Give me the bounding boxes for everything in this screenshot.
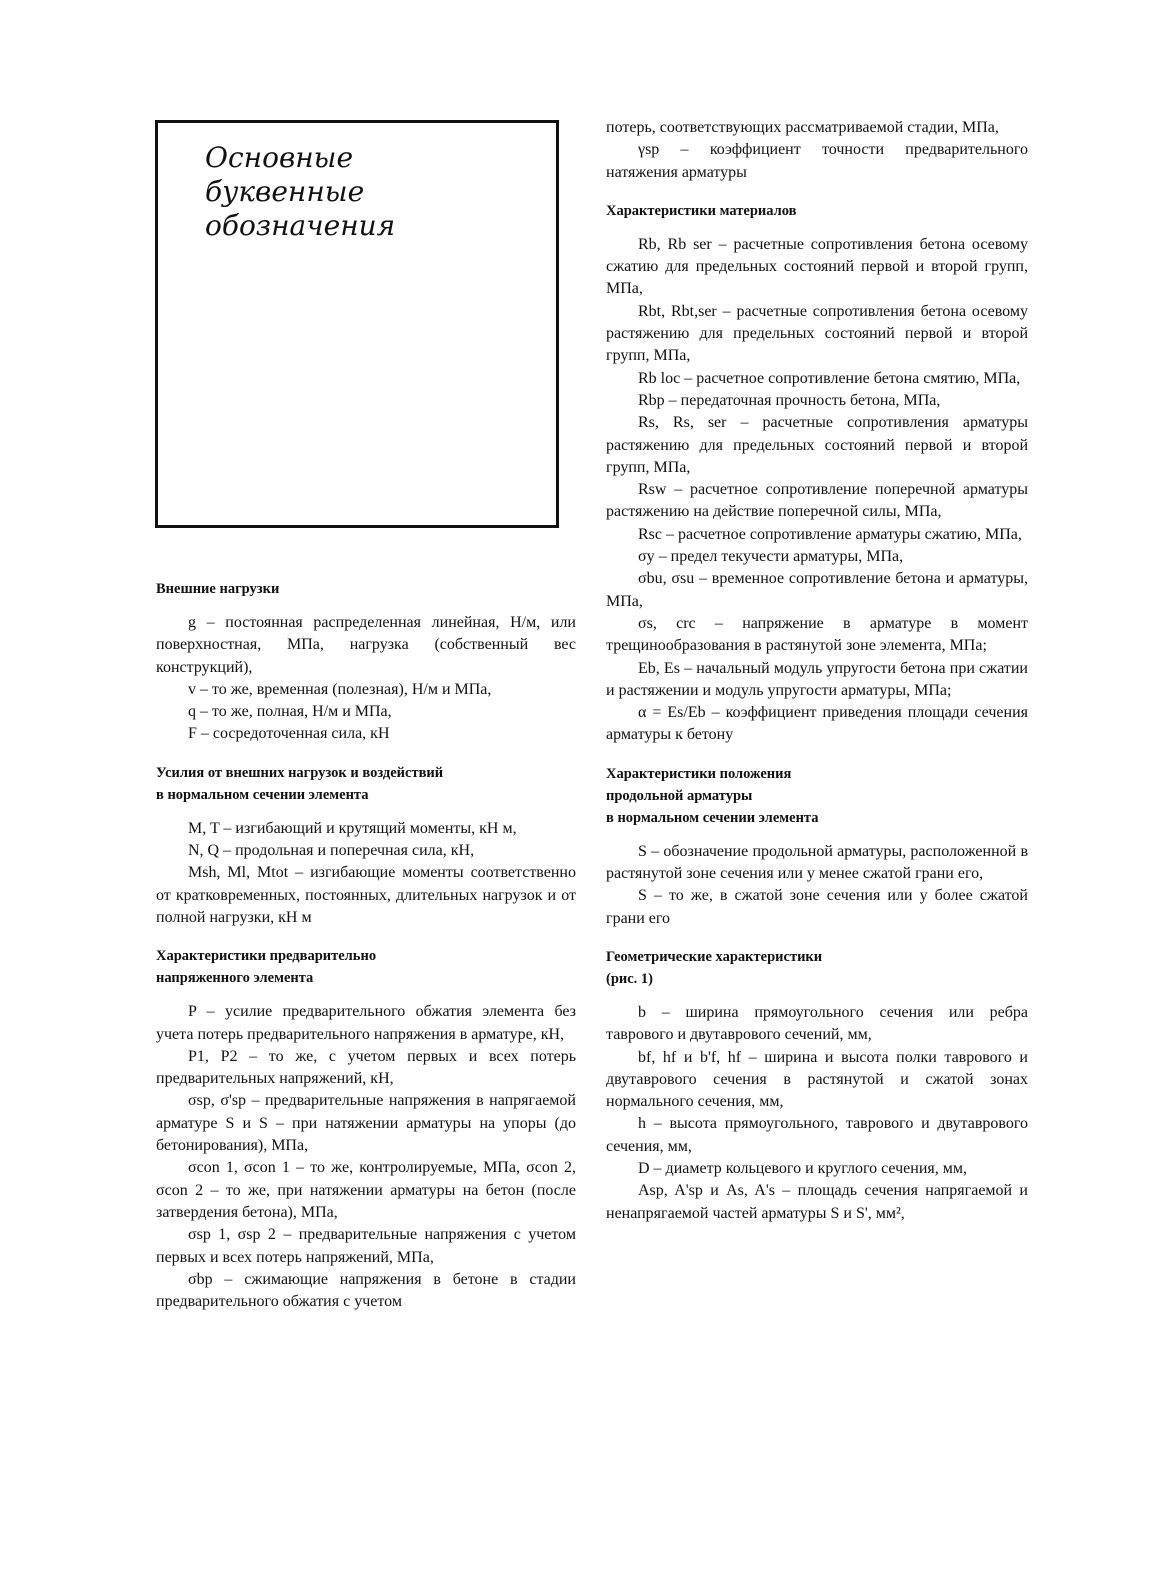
definition-item: σbp – сжимающие напряжения в бетоне в стадии предварительного обжатия с учетом <box>156 1270 576 1311</box>
definition-item: γsp – коэффициент точности предварительного натяжения арматуры <box>606 141 1028 181</box>
section-heading <box>156 762 576 806</box>
heading-line: Характеристики положения <box>606 765 792 782</box>
section-gap <box>156 929 576 945</box>
definition-item: P – усилие предварительного обжатия элемента без учета потерь предварительного напряжения в арматуре, кН, <box>156 1003 576 1043</box>
section-heading <box>156 578 576 600</box>
right-column <box>606 117 1028 1225</box>
section <box>156 746 576 929</box>
section-heading <box>606 763 1028 829</box>
definition-item: M, T – изгибающий и крутящий моменты, кН м, <box>188 819 517 837</box>
section <box>606 747 1028 930</box>
heading-line: в нормальном сечении элемента <box>606 809 819 826</box>
section <box>156 578 576 746</box>
definition-item: Asp, A'sp и As, A's – площадь сечения напрягаемой и ненапрягаемой частей арматуры S и S', мм², <box>606 1182 1028 1222</box>
definition-item: S – то же, в сжатой зоне сечения или у более сжатой грани его <box>606 887 1028 927</box>
heading-line: продольной арматуры <box>606 787 753 804</box>
heading-line: Геометрические характеристики <box>606 948 823 965</box>
section <box>606 117 1028 184</box>
definition-item: bf, hf и b'f, hf – ширина и высота полки таврового и двутаврового сечения в растянутой и сжатой зонах нормального сечения, мм, <box>606 1048 1028 1111</box>
heading-line: Характеристики предварительно <box>156 948 377 965</box>
definition-item: σbu, σsu – временное сопротивление бетона и арматуры, МПа, <box>606 570 1028 610</box>
heading-line: Усилия от внешних нагрузок и воздействий <box>156 764 444 781</box>
page-title <box>205 141 395 243</box>
section <box>606 184 1028 747</box>
section-heading <box>606 200 1028 222</box>
definition-item: Msh, Ml, Mtot – изгибающие моменты соответственно от кратковременных, постоянных, длительных нагрузок и от полной нагрузки, кН м <box>156 864 576 926</box>
definition-item: σy – предел текучести арматуры, МПа, <box>638 548 904 566</box>
definition-item: Rb, Rb ser – расчетные сопротивления бетона осевому сжатию для предельных состояний первой и второй групп, МПа, <box>606 235 1028 298</box>
title-line: обозначения <box>205 209 396 242</box>
definition-item: Rbt, Rbt,ser – расчетные сопротивления бетона осевому растяжению для предельных состояний первой и второй групп, МПа, <box>606 302 1028 365</box>
definition-item: Rsc – расчетное сопротивление арматуры сжатию, МПа, <box>638 525 1022 543</box>
section-heading <box>156 945 576 989</box>
definition-item: σs, crc – напряжение в арматуре в момент трещинообразования в растянутой зоне элемента, МПа; <box>606 614 1028 655</box>
section <box>156 929 576 1313</box>
definition-item: Rs, Rs, ser – расчетные сопротивления арматуры растяжению для предельных состояний первой и второй групп, МПа, <box>606 414 1028 476</box>
heading-line: Характеристики материалов <box>606 202 797 219</box>
definition-item: F – сосредоточенная сила, кН <box>188 725 390 743</box>
section-gap <box>606 747 1028 763</box>
title-frame <box>155 120 559 528</box>
heading-line: (рис. 1) <box>606 970 654 987</box>
definition-item: α = Es/Eb – коэффициент приведения площади сечения арматуры к бетону <box>606 704 1028 744</box>
definition-item: σcon 1, σcon 1 – то же, контролируемые, МПа, σcon 2, σcon 2 – то же, при натяжении арматуры на бетон (после затвердения бетона), МПа, <box>156 1159 576 1221</box>
left-column <box>156 578 576 1313</box>
section <box>606 930 1028 1225</box>
definition-item: σsp 1, σsp 2 – предварительные напряжения с учетом первых и всех потерь напряжений, МПа, <box>156 1226 576 1266</box>
definition-item: h – высота прямоугольного, таврового и двутаврового сечения, мм, <box>606 1115 1028 1155</box>
definition-item: N, Q – продольная и поперечная сила, кН, <box>188 842 475 860</box>
title-line: буквенные <box>205 175 365 208</box>
section-gap <box>156 746 576 762</box>
definition-item: P1, P2 – то же, с учетом первых и всех потерь предварительных напряжений, кН, <box>156 1047 576 1088</box>
definition-item: Eb, Es – начальный модуль упругости бетона при сжатии и растяжении и модуль упругости арматуры, МПа; <box>606 659 1028 699</box>
section-gap <box>606 930 1028 946</box>
definition-item: D – диаметр кольцевого и круглого сечения, мм, <box>638 1159 967 1177</box>
section-heading <box>606 946 1028 990</box>
section-gap <box>606 184 1028 200</box>
definition-item: b – ширина прямоугольного сечения или ребра таврового и двутаврового сечений, мм, <box>606 1003 1028 1044</box>
heading-line: Внешние нагрузки <box>156 581 280 597</box>
definition-item: σsp, σ'sp – предварительные напряжения в напрягаемой арматуре S и S – при натяжении арматуры на упоры (до бетонирования), МПа, <box>156 1092 576 1155</box>
heading-line: в нормальном сечении элемента <box>156 786 369 803</box>
definition-item: потерь, соответствующих рассматриваемой стадии, МПа, <box>606 119 999 136</box>
definition-item: v – то же, временная (полезная), Н/м и МПа, <box>188 680 492 698</box>
definition-item: Rsw – расчетное сопротивление поперечной арматуры растяжению на действие поперечной силы, МПа, <box>606 481 1028 521</box>
definition-item: S – обозначение продольной арматуры, расположенной в растянутой зоне сечения или у менее сжатой грани его, <box>606 842 1028 883</box>
title-line: Основные <box>205 141 354 174</box>
definition-item: Rbp – передаточная прочность бетона, МПа, <box>638 391 941 409</box>
definition-item: q – то же, полная, Н/м и МПа, <box>188 703 392 721</box>
heading-line: напряженного элемента <box>156 970 314 987</box>
definition-item: g – постоянная распределенная линейная, Н/м, или поверхностная, МПа, нагрузка (собственный вес конструкций), <box>156 614 576 676</box>
definition-item: Rb loc – расчетное сопротивление бетона смятию, МПа, <box>638 369 1021 387</box>
